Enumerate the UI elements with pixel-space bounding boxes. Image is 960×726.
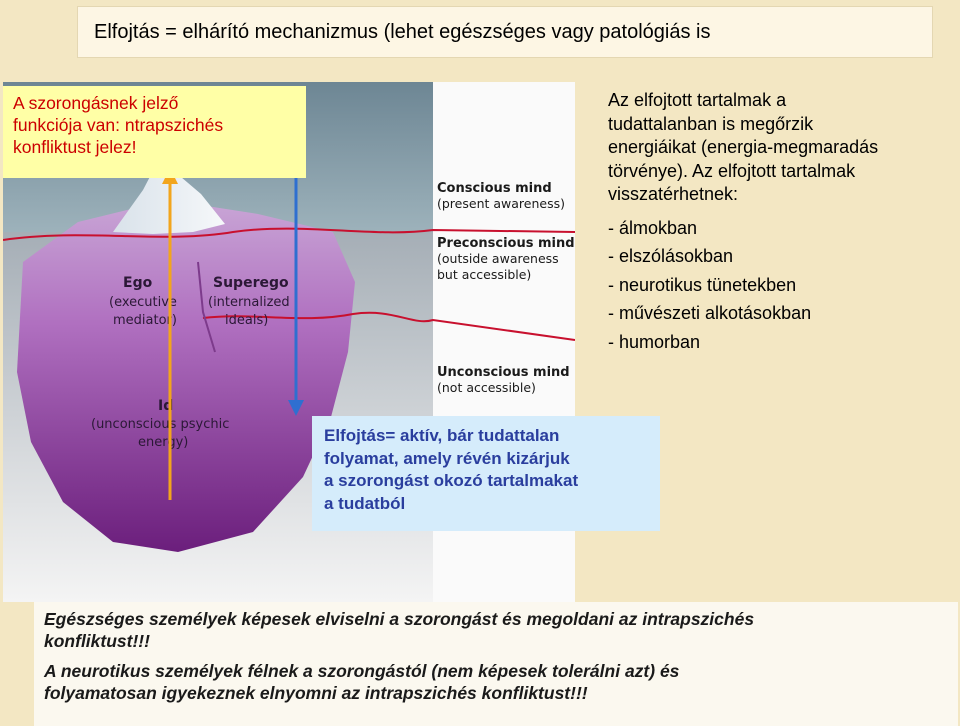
superego-title: Superego: [213, 275, 289, 291]
slide-title-text: Elfojtás = elhárító mechanizmus (lehet egészséges vagy patológiás is: [94, 20, 711, 43]
repression-note-line-4: a tudatból: [324, 493, 406, 513]
superego-sub2: ideals): [225, 313, 269, 328]
conscious-sub: (present awareness): [437, 196, 565, 211]
neurotic-line-2: folyamatosan igyekeznek elnyomni az intrapszichés konfliktust!!!: [44, 682, 588, 703]
repression-definition-note: [312, 416, 660, 531]
conclusion-box: [34, 602, 958, 726]
ego-sub1: (executive: [109, 295, 177, 310]
repressed-content-intro: [608, 89, 958, 207]
healthy-line-1: Egészséges személyek képesek elviselni a szorongást és megoldani az intrapszichés: [44, 609, 755, 629]
neurotic-persons-text: [44, 661, 948, 704]
healthy-line-2: konfliktust!!!: [44, 630, 150, 651]
ego-title: Ego: [123, 275, 153, 291]
repression-note-line-2: folyamat, amely révén kizárjuk: [324, 448, 570, 468]
return-channels-list: [608, 214, 958, 357]
anxiety-note-line-3: konfliktust jelez!: [13, 137, 137, 157]
id-title: Id: [158, 398, 174, 414]
repression-note-line-3: a szorongást okozó tartalmakat: [324, 471, 579, 490]
anxiety-note-line-2: funkciója van: ntrapszichés: [13, 115, 224, 135]
slide-title: [77, 6, 933, 58]
preconscious-sub2: but accessible): [437, 267, 532, 282]
list-item-art: - művészeti alkotásokban: [608, 303, 812, 323]
neurotic-line-1: A neurotikus személyek félnek a szorongástól (nem képesek tolerálni azt) és: [44, 661, 680, 681]
preconscious-title: Preconscious mind: [437, 236, 575, 251]
list-item-neurotic-symptoms: - neurotikus tünetekben: [608, 274, 797, 295]
ego-sub2: mediator): [113, 313, 177, 328]
unconscious-title: Unconscious mind: [437, 365, 570, 380]
list-item-slips: - elszólásokban: [608, 246, 734, 266]
list-item-dreams: - álmokban: [608, 217, 698, 238]
intro-line-1: Az elfojtott tartalmak a: [608, 90, 787, 110]
intro-line-4: törvénye). Az elfojtott tartalmak: [608, 160, 856, 181]
id-sub2: energy): [138, 435, 189, 450]
conscious-title: Conscious mind: [437, 181, 552, 196]
id-sub1: (unconscious psychic: [91, 417, 230, 432]
anxiety-signal-note: [3, 86, 306, 178]
intro-line-3: energiáikat (energia-megmaradás: [608, 137, 879, 157]
anxiety-note-line-1: A szorongásnek jelző: [13, 93, 179, 113]
repression-note-line-1: Elfojtás= aktív, bár tudattalan: [324, 426, 560, 445]
list-item-humor: - humorban: [608, 331, 701, 352]
superego-sub1: (internalized: [208, 295, 290, 310]
repressed-content-panel: [608, 89, 958, 356]
unconscious-sub: (not accessible): [437, 380, 536, 395]
preconscious-sub1: (outside awareness: [437, 251, 559, 266]
intro-line-2: tudattalanban is megőrzik: [608, 113, 814, 134]
healthy-persons-text: [44, 609, 948, 652]
intro-line-5: visszatérhetnek:: [608, 184, 739, 204]
